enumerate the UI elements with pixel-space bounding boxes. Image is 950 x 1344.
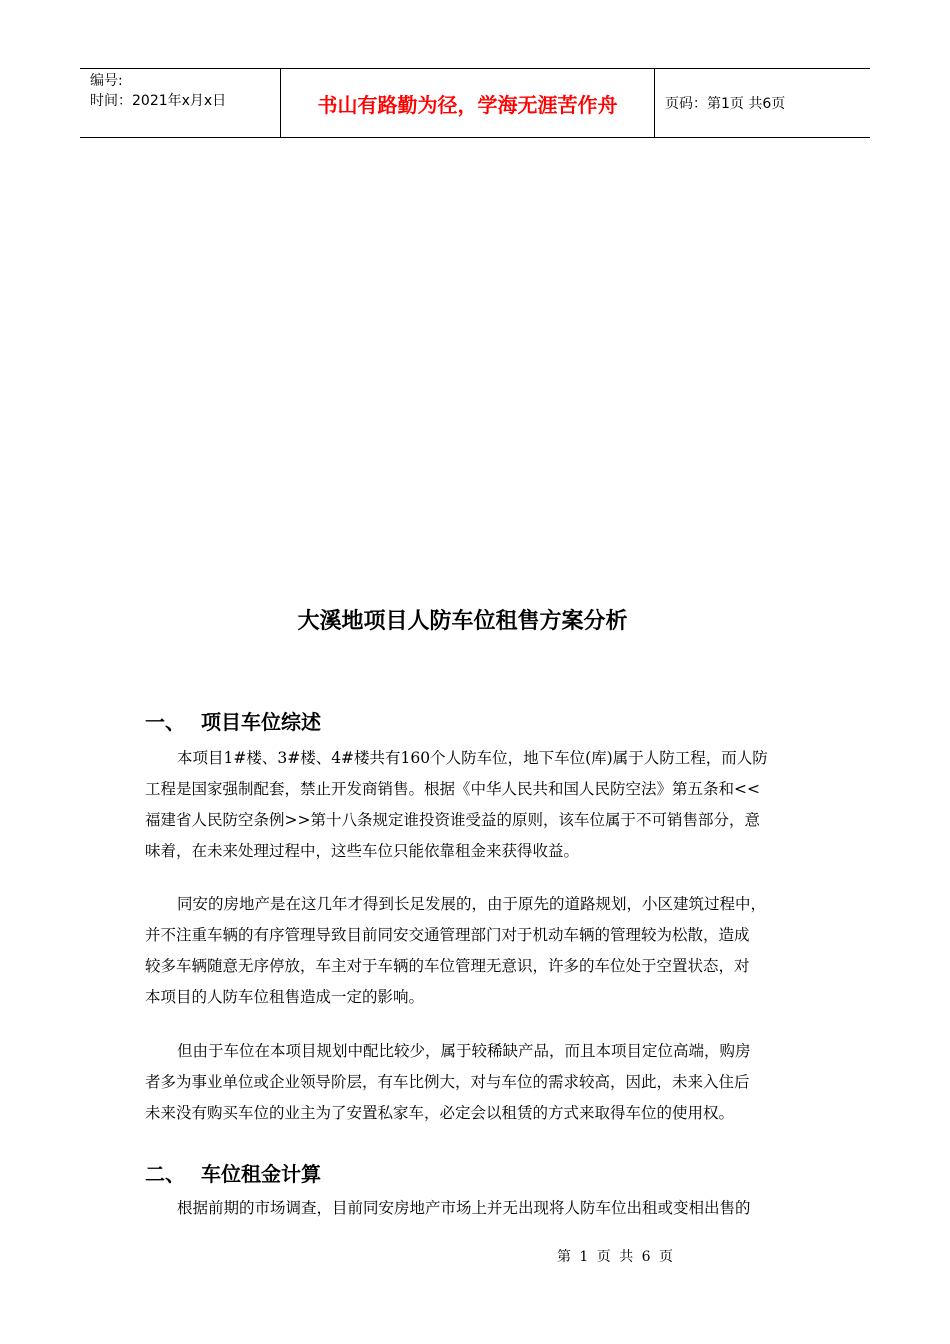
header-meta [80, 69, 281, 137]
paragraph-2 [145, 889, 810, 1013]
paragraph-line: 本项目的人防车位租售造成一定的影响。 [145, 988, 425, 1006]
paragraph-line: 较多车辆随意无序停放，车主对于车辆的车位管理无意识，许多的车位处于空置状态，对 [145, 957, 750, 975]
header-motto: 书山有路勤为径，学海无涯苦作舟 [281, 69, 655, 137]
section-title: 项目车位综述 [201, 710, 321, 734]
paragraph-line: 本项目1#楼、3#楼、4#楼共有160个人防车位，地下车位(库)属于人防工程，而人防 [177, 749, 768, 767]
paragraph-line: 者多为事业单位或企业领导阶层，有车比例大，对与车位的需求较高，因此，未来入住后 [145, 1073, 750, 1091]
section-heading-2 [145, 1158, 321, 1187]
header-page-code: 页码：第1页 共6页 [665, 96, 786, 112]
page-footer: 第 1 页 共 6 页 [556, 1249, 674, 1265]
paragraph-3 [145, 1036, 810, 1129]
section-number: 一、 [145, 710, 185, 734]
paragraph-4 [145, 1193, 810, 1224]
paragraph-line: 并不注重车辆的有序管理导致目前同安交通管理部门对于机动车辆的管理较为松散，造成 [145, 926, 750, 944]
paragraph-1 [145, 743, 810, 867]
section-title: 车位租金计算 [201, 1162, 321, 1186]
paragraph-line: 同安的房地产是在这几年才得到长足发展的，由于原先的道路规划，小区建筑过程中， [177, 895, 767, 913]
paragraph-line: 未来没有购买车位的业主为了安置私家车，必定会以租赁的方式来取得车位的使用权。 [145, 1104, 735, 1122]
paragraph-line: 根据前期的市场调查，目前同安房地产市场上并无出现将人防车位出租或变相出售的 [177, 1199, 751, 1217]
number-label: 编号: [90, 73, 123, 89]
paragraph-line: 工程是国家强制配套，禁止开发商销售。根据《中华人民共和国人民防空法》第五条和<< [145, 780, 760, 798]
document-header [80, 68, 870, 138]
time-label: 时间：2021年x月x日 [90, 93, 227, 109]
paragraph-line: 味着，在未来处理过程中，这些车位只能依靠租金来获得收益。 [145, 842, 580, 860]
section-number: 二、 [145, 1162, 185, 1186]
section-heading-1 [145, 706, 321, 735]
paragraph-line: 但由于车位在本项目规划中配比较少，属于较稀缺产品，而且本项目定位高端，购房 [177, 1042, 751, 1060]
document-title: 大溪地项目人防车位租售方案分析 [297, 609, 628, 634]
paragraph-line: 福建省人民防空条例>>第十八条规定谁投资谁受益的原则，该车位属于不可销售部分，意 [145, 811, 760, 829]
